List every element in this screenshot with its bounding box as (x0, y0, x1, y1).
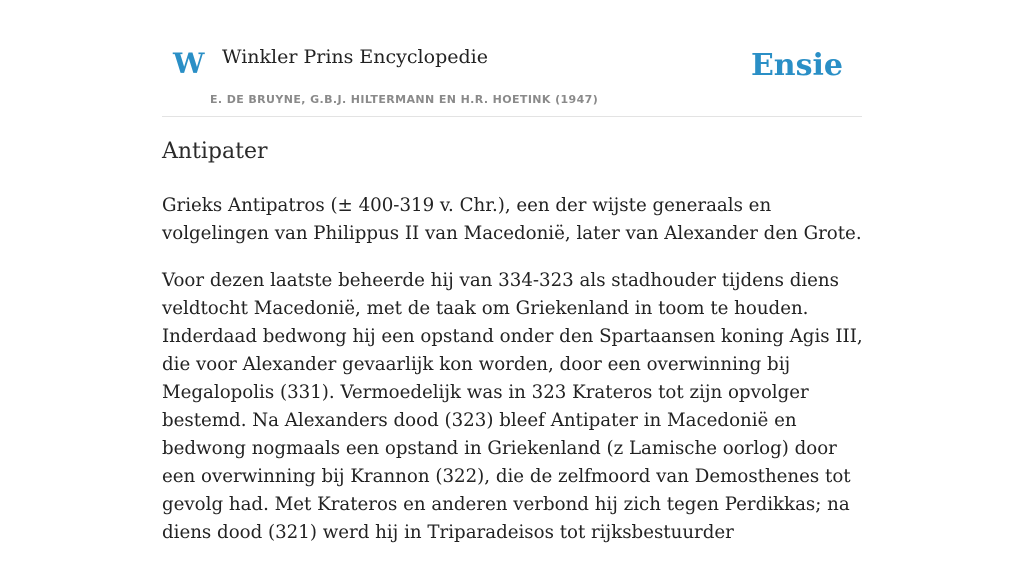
source-authors: E. DE BRUYNE, G.B.J. HILTERMANN EN H.R. HOETINK (1947) (210, 93, 599, 106)
entry-paragraph: Voor dezen laatste beheerde hij van 334-323 als stadhouder tijdens diens veldtocht Macedonië, met de taak om Griekenland in toom te houden. Inderdaad bedwong hij een opstand onder den Spartaansen koning Agis III, die voor Alexander gevaarlijk kon worden, door een overwinning bij Megalopolis (331). Vermoedelijk was in 323 Krateros tot zijn opvolger bestemd. Na Alexanders dood (323) bleef Antipater in Macedonië en bedwong nogmaals een opstand in Griekenland (z Lamische oorlog) door een overwinning bij Krannon (322), die de zelfmoord van Demosthenes tot gevolg had. Met Krateros en anderen verbond hij zich tegen Perdikkas; na diens dood (321) werd hij in Triparadeisos tot rijksbestuurder (162, 270, 863, 543)
entry-paragraph: Grieks Antipatros (± 400-319 v. Chr.), een der wijste generaals en volgelingen van Philippus II van Macedonië, later van Alexander den Grote. (162, 195, 862, 244)
entry-title: Antipater (162, 139, 268, 164)
winkler-prins-logo[interactable]: W (173, 47, 205, 80)
source-header (162, 30, 862, 117)
source-title[interactable]: Winkler Prins Encyclopedie (222, 46, 488, 68)
entry-body (162, 192, 864, 566)
ensie-logo[interactable]: Ensie (750, 48, 843, 83)
